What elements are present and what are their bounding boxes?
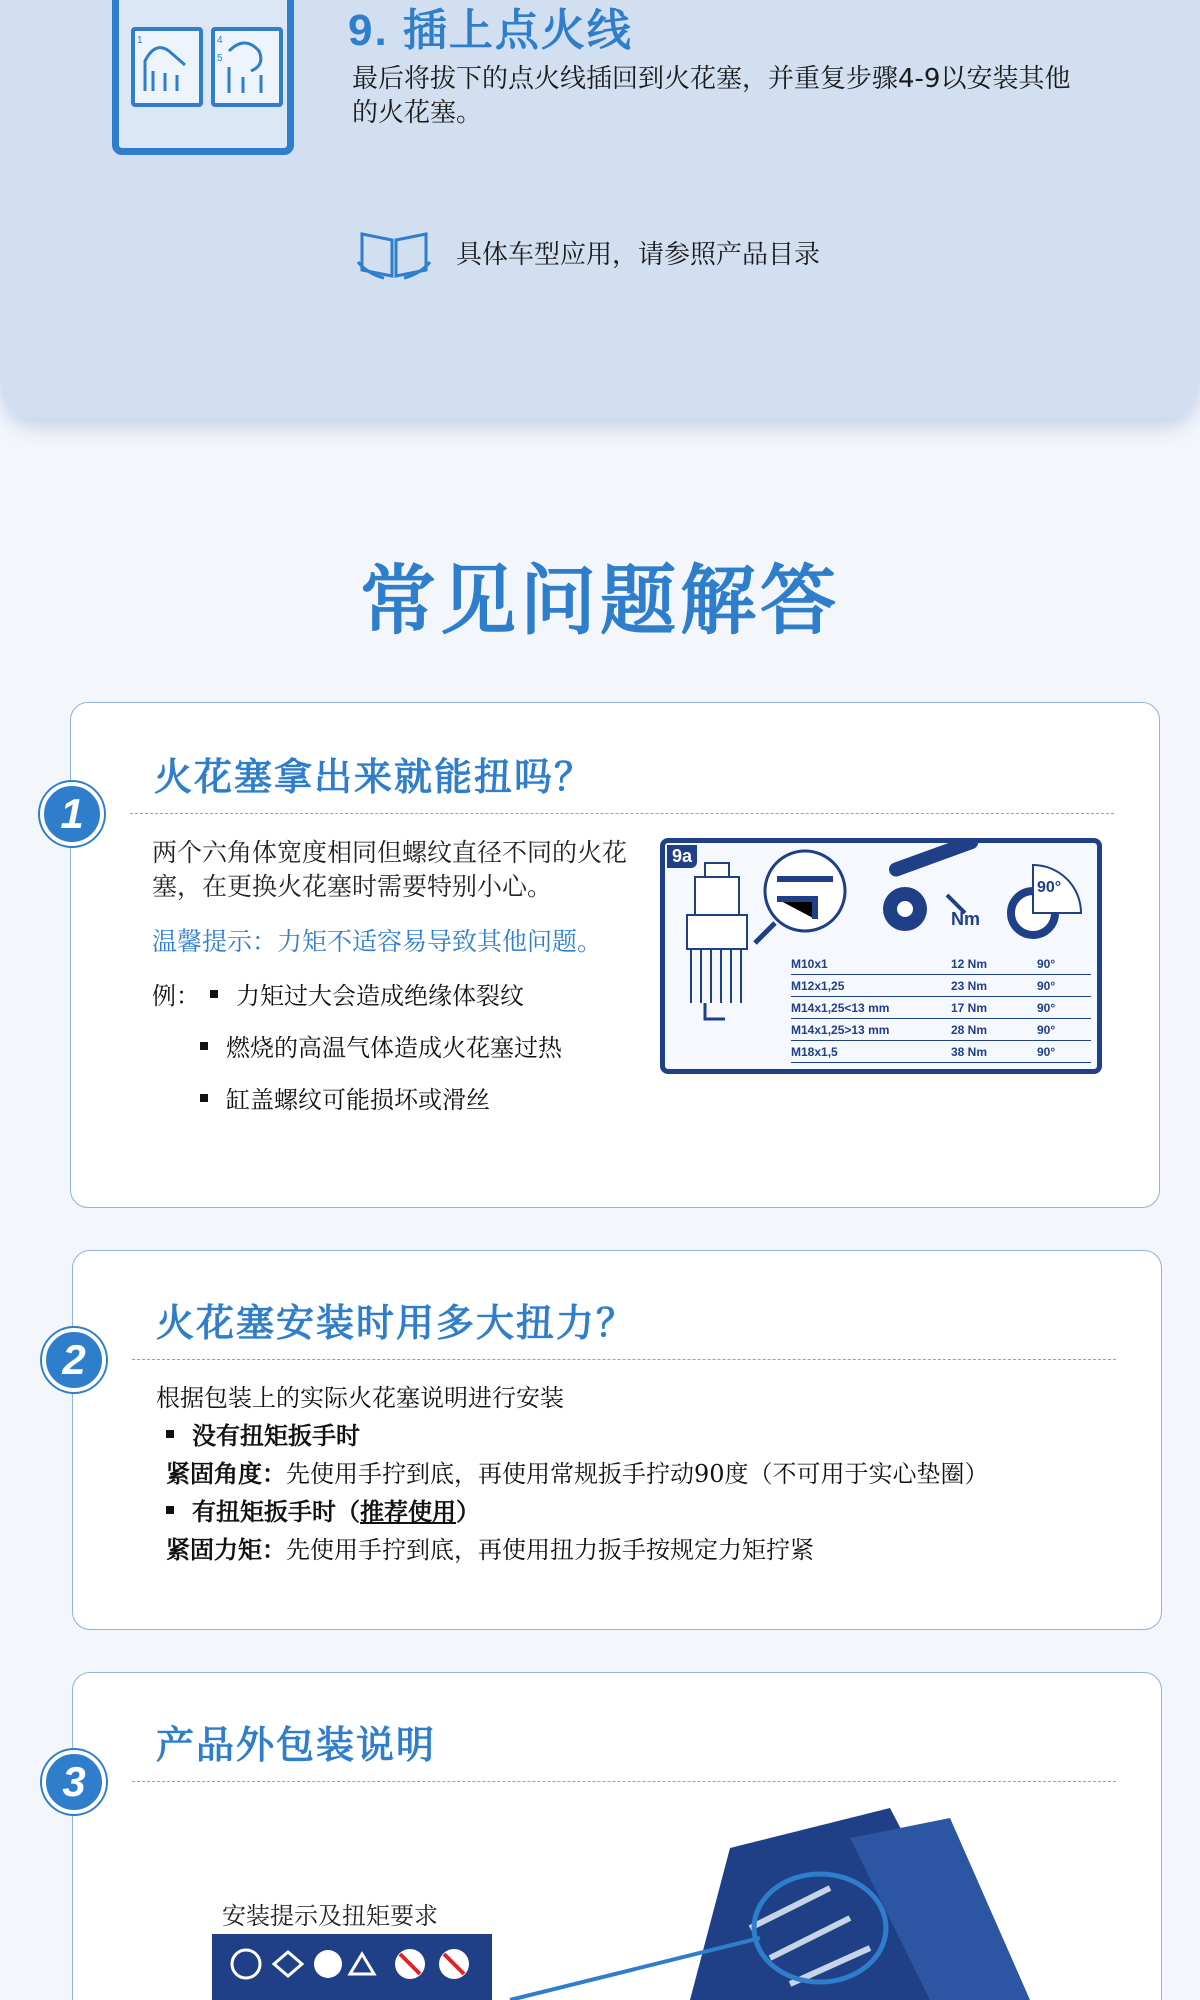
q2-angle-line xyxy=(166,1454,989,1489)
bullet-square xyxy=(166,1506,174,1514)
angle-text: 先使用手拧到底，再使用常规扳手拧动90度（不可用于实心垫圈） xyxy=(286,1460,989,1488)
torque-table xyxy=(791,953,1091,1063)
torque-figure xyxy=(660,838,1102,1074)
step-panel xyxy=(0,0,1200,418)
divider xyxy=(132,1781,1116,1782)
bullet-square xyxy=(166,1430,174,1438)
step-illustration xyxy=(112,0,294,155)
package-symbols-icon xyxy=(216,1938,488,1996)
faq-question-2: 火花塞安装时用多大扭力？ xyxy=(156,1301,637,1345)
table-row xyxy=(791,1019,1091,1041)
catalog-book-icon xyxy=(354,222,434,282)
table-row xyxy=(791,997,1091,1019)
faq-badge-2: 2 xyxy=(42,1328,106,1392)
step-title: 9. 插上点火线 xyxy=(348,6,633,55)
faq-question-3: 产品外包装说明 xyxy=(156,1723,437,1767)
divider xyxy=(130,813,1114,814)
bullet-text: 力矩过大会造成绝缘体裂纹 xyxy=(236,982,524,1010)
faq-title: 常见问题解答 xyxy=(360,556,840,645)
figure-label: 9a xyxy=(667,845,697,868)
with-wrench-close: ） xyxy=(456,1497,480,1526)
bullet-text: 缸盖螺纹可能损坏或滑丝 xyxy=(226,1086,490,1114)
package-photo xyxy=(430,1808,1030,2000)
faq-badge-3: 3 xyxy=(42,1750,106,1814)
thread-cell: M18x1,5 xyxy=(791,1044,838,1059)
thread-cell: M14x1,25<13 mm xyxy=(791,1000,890,1015)
no-wrench-label: 没有扭矩扳手时 xyxy=(192,1421,360,1450)
angle-cell: 90° xyxy=(1037,1000,1056,1015)
q1-tip: 温馨提示：力矩不适容易导致其他问题。 xyxy=(152,927,603,956)
faq-badge-1: 1 xyxy=(40,782,104,846)
table-row xyxy=(791,975,1091,997)
bullet-square xyxy=(200,1042,208,1050)
unit-label: Nm xyxy=(951,909,981,929)
torque-text: 先使用手拧到底，再使用扭力扳手按规定力矩拧紧 xyxy=(286,1536,814,1564)
step-description: 最后将拔下的点火线插回到火花塞，并重复步骤4-9以安装其他的火花塞。 xyxy=(352,64,1071,128)
torque-cell: 12 Nm xyxy=(951,956,988,971)
divider xyxy=(132,1359,1116,1360)
package-icon-strip xyxy=(212,1934,492,2000)
q1-bullet-1 xyxy=(152,976,524,1011)
q2-torque-line xyxy=(166,1530,814,1565)
example-prefix: 例： xyxy=(152,982,200,1010)
q1-bullet-2 xyxy=(200,1028,562,1063)
q2-with-wrench xyxy=(166,1492,480,1527)
angle-label: 90° xyxy=(1037,879,1062,896)
thread-cell: M10x1 xyxy=(791,956,828,971)
q1-bullet-3 xyxy=(200,1080,490,1115)
step-image-right xyxy=(211,27,283,107)
angle-cell: 90° xyxy=(1037,978,1056,993)
thread-cell: M12x1,25 xyxy=(791,978,845,993)
mini-label-5: 5 xyxy=(217,53,223,64)
q2-no-wrench xyxy=(166,1416,360,1451)
angle-cell: 90° xyxy=(1037,956,1056,971)
torque-cell: 17 Nm xyxy=(951,1000,988,1015)
table-row xyxy=(791,953,1091,975)
bullet-square xyxy=(200,1094,208,1102)
catalog-note-text: 具体车型应用，请参照产品目录 xyxy=(456,239,821,270)
angle-label: 紧固角度： xyxy=(166,1459,286,1488)
with-wrench-label: 有扭矩扳手时（ xyxy=(192,1497,360,1526)
angle-cell: 90° xyxy=(1037,1022,1056,1037)
bullet-square xyxy=(210,990,218,998)
step-image-left xyxy=(131,27,203,107)
torque-cell: 23 Nm xyxy=(951,978,988,993)
recommended-label: 推荐使用 xyxy=(360,1497,456,1526)
thread-cell: M14x1,25>13 mm xyxy=(791,1022,890,1037)
bullet-text: 燃烧的高温气体造成火花塞过热 xyxy=(226,1034,562,1062)
table-row xyxy=(791,1041,1091,1063)
faq-question-1: 火花塞拿出来就能扭吗？ xyxy=(154,755,595,799)
torque-cell: 38 Nm xyxy=(951,1044,988,1059)
torque-cell: 28 Nm xyxy=(951,1022,988,1037)
angle-cell: 90° xyxy=(1037,1044,1056,1059)
mini-label-1: 1 xyxy=(137,35,143,46)
mini-label-4: 4 xyxy=(217,35,223,46)
package-caption: 安装提示及扭矩要求 xyxy=(222,1902,438,1930)
q1-explanation: 两个六角体宽度相同但螺纹直径不同的火花塞，在更换火花塞时需要特别小心。 xyxy=(152,838,628,901)
catalog-note xyxy=(354,222,820,282)
q2-intro: 根据包装上的实际火花塞说明进行安装 xyxy=(156,1384,564,1412)
torque-label: 紧固力矩： xyxy=(166,1535,286,1564)
